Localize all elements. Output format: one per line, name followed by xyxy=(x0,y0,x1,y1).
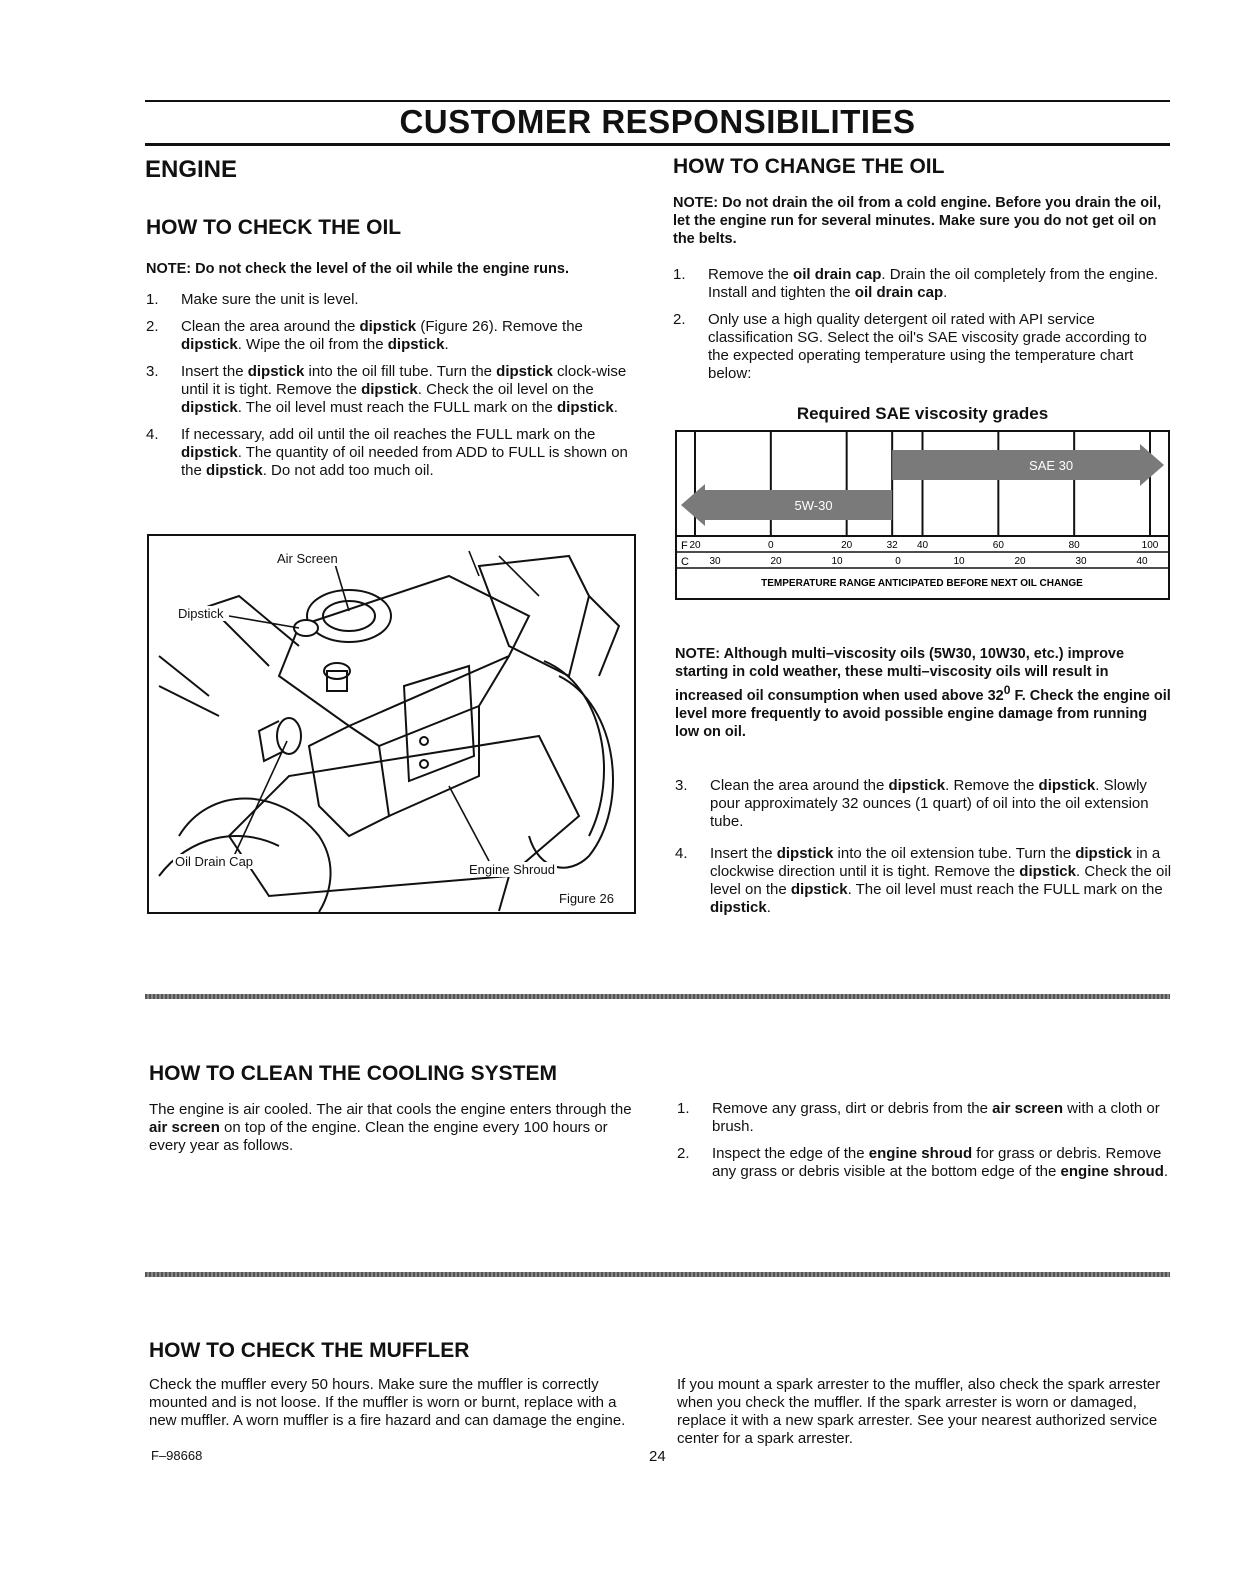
fahrenheit-tick-label: 40 xyxy=(916,540,929,551)
celsius-tick-label: 30 xyxy=(1075,556,1087,567)
cooling-intro: The engine is air cooled. The air that cools the engine enters through the air screen on top of the engine. Clean the engine every 100 hours or every year as follows. xyxy=(149,1101,632,1154)
air-screen-label: Air Screen xyxy=(277,551,338,566)
list-item xyxy=(675,777,1172,831)
celsius-tick-label: 0 xyxy=(895,556,901,567)
step-text: Only use a high quality detergent oil rated with API service classification SG. Select the oil's SAE viscosity grade according to the expected operating temperature using the temperature chart below: xyxy=(708,311,1147,382)
muffler-left-text: Check the muffler every 50 hours. Make sure the muffler is correctly mounted and is not loose. If the muffler is worn or burnt, replace with a new muffler. A worn muffler is a fire hazard and can damage the engine. xyxy=(149,1376,626,1429)
engine-heading: ENGINE xyxy=(145,156,238,183)
list-item xyxy=(677,1100,1172,1136)
step-text: Remove any grass, dirt or debris from the air screen with a cloth or brush. xyxy=(712,1100,1160,1135)
oil-drain-cap-label: Oil Drain Cap xyxy=(175,854,254,869)
step-text: If necessary, add oil until the oil reaches the FULL mark on the dipstick. The quantity of oil needed from ADD to FULL is shown on the dipstick. Do not add too much oil. xyxy=(181,426,628,479)
part-number: F–98668 xyxy=(151,1448,203,1463)
step-number: 1. xyxy=(146,291,159,308)
grade-bar xyxy=(681,484,892,526)
change-oil-heading: HOW TO CHANGE THE OIL xyxy=(673,155,945,178)
muffler-right-text: If you mount a spark arrester to the muffler, also check the spark arrester when you check the muffler. If the spark arrester is worn or damaged, replace it with a new spark arrester. See your nearest authorized service center for a spark arrester. xyxy=(677,1376,1161,1447)
list-item xyxy=(146,426,640,480)
list-item xyxy=(146,363,640,417)
fahrenheit-tick-label: 20 xyxy=(689,540,701,551)
cooling-heading: HOW TO CLEAN THE COOLING SYSTEM xyxy=(149,1062,557,1085)
chart-x-label: TEMPERATURE RANGE ANTICIPATED BEFORE NEXT OIL CHANGE xyxy=(761,578,1083,589)
celsius-tick-label: 10 xyxy=(953,556,965,567)
check-oil-steps xyxy=(146,291,640,489)
celsius-tick-label: 20 xyxy=(1014,556,1026,567)
step-number: 3. xyxy=(675,777,688,794)
fahrenheit-tick-label: 60 xyxy=(992,540,1004,551)
step-number: 3. xyxy=(146,363,159,380)
step-text: Inspect the edge of the engine shroud for grass or debris. Remove any grass or debris visible at the bottom edge of the engine shroud. xyxy=(712,1145,1169,1180)
fahrenheit-tick-label: 20 xyxy=(841,540,853,551)
check-oil-heading: HOW TO CHECK THE OIL xyxy=(146,216,402,239)
list-item xyxy=(673,266,1170,302)
fahrenheit-tick-label: 0 xyxy=(768,540,774,551)
step-number: 1. xyxy=(673,266,686,283)
step-number: 4. xyxy=(146,426,159,443)
list-item xyxy=(677,1145,1172,1181)
engine-figure xyxy=(147,534,636,914)
figure-caption: Figure 26 xyxy=(559,891,614,906)
list-item xyxy=(146,291,640,309)
title-rule xyxy=(145,143,1170,146)
step-text: Clean the area around the dipstick. Remove the dipstick. Slowly pour approximately 32 ounces (1 quart) of oil into the oil extension tube. xyxy=(710,777,1149,830)
list-item xyxy=(675,845,1172,917)
fahrenheit-axis-label: F xyxy=(681,540,688,552)
fahrenheit-tick-label: 80 xyxy=(1068,540,1080,551)
step-text: Clean the area around the dipstick (Figure 26). Remove the dipstick. Wipe the oil from the dipstick. xyxy=(181,318,583,353)
section-divider xyxy=(145,1272,1170,1277)
step-number: 2. xyxy=(673,311,686,328)
step-text: Insert the dipstick into the oil fill tube. Turn the dipstick clock-wise until it is tight. Remove the dipstick. Check the oil level on the dipstick. The oil level must reach the FULL mark on the dipstick. xyxy=(181,363,627,416)
step-number: 2. xyxy=(677,1145,690,1162)
change-oil-note: NOTE: Do not drain the oil from a cold engine. Before you drain the oil, let the engine run for several minutes. Make sure you do not get oil on the belts. xyxy=(673,195,1162,247)
list-item xyxy=(146,318,640,354)
grade-label: 5W-30 xyxy=(794,498,833,513)
step-number: 2. xyxy=(146,318,159,335)
grade-label: SAE 30 xyxy=(1029,458,1074,473)
chart-title: Required SAE viscosity grades xyxy=(796,404,1049,423)
muffler-heading: HOW TO CHECK THE MUFFLER xyxy=(149,1339,470,1362)
check-oil-note: NOTE: Do not check the level of the oil while the engine runs. xyxy=(146,261,569,277)
fahrenheit-tick-label: 100 xyxy=(1141,540,1159,551)
cooling-steps xyxy=(677,1100,1172,1190)
step-text: Remove the oil drain cap. Drain the oil completely from the engine. Install and tighten the oil drain cap. xyxy=(708,266,1159,301)
list-item xyxy=(673,311,1170,383)
engine-shroud-label: Engine Shroud xyxy=(469,862,556,877)
step-text: Make sure the unit is level. xyxy=(181,291,359,308)
section-divider xyxy=(145,994,1170,999)
fahrenheit-tick-label: 32 xyxy=(886,540,898,551)
celsius-tick-label: 20 xyxy=(770,556,782,567)
celsius-tick-label: 10 xyxy=(831,556,843,567)
step-number: 4. xyxy=(675,845,688,862)
page-number: 24 xyxy=(649,1448,666,1465)
top-rule xyxy=(145,100,1170,102)
step-text: Insert the dipstick into the oil extension tube. Turn the dipstick in a clockwise direction until it is tight. Remove the dipstick. Check the oil level on the dipstick. The oil level must reach the FULL mark on the dipstick. xyxy=(710,845,1172,916)
change-oil-steps-a xyxy=(673,266,1170,392)
celsius-tick-label: 30 xyxy=(709,556,721,567)
dipstick-label: Dipstick xyxy=(178,606,224,621)
celsius-tick-label: 40 xyxy=(1136,556,1148,567)
change-oil-steps-b xyxy=(675,777,1172,926)
viscosity-chart xyxy=(675,430,1170,602)
page-title: CUSTOMER RESPONSIBILITIES xyxy=(399,103,916,140)
celsius-axis-label: C xyxy=(681,556,689,568)
step-number: 1. xyxy=(677,1100,690,1117)
viscosity-note: NOTE: Although multi–viscosity oils (5W30, 10W30, etc.) improve starting in cold weather, these multi–viscosity oils will result in increased oil consumption when used above $32^0$ F. Check the engine oil level more frequently to avoid possible engine damage from running low on oil. xyxy=(675,646,1171,740)
